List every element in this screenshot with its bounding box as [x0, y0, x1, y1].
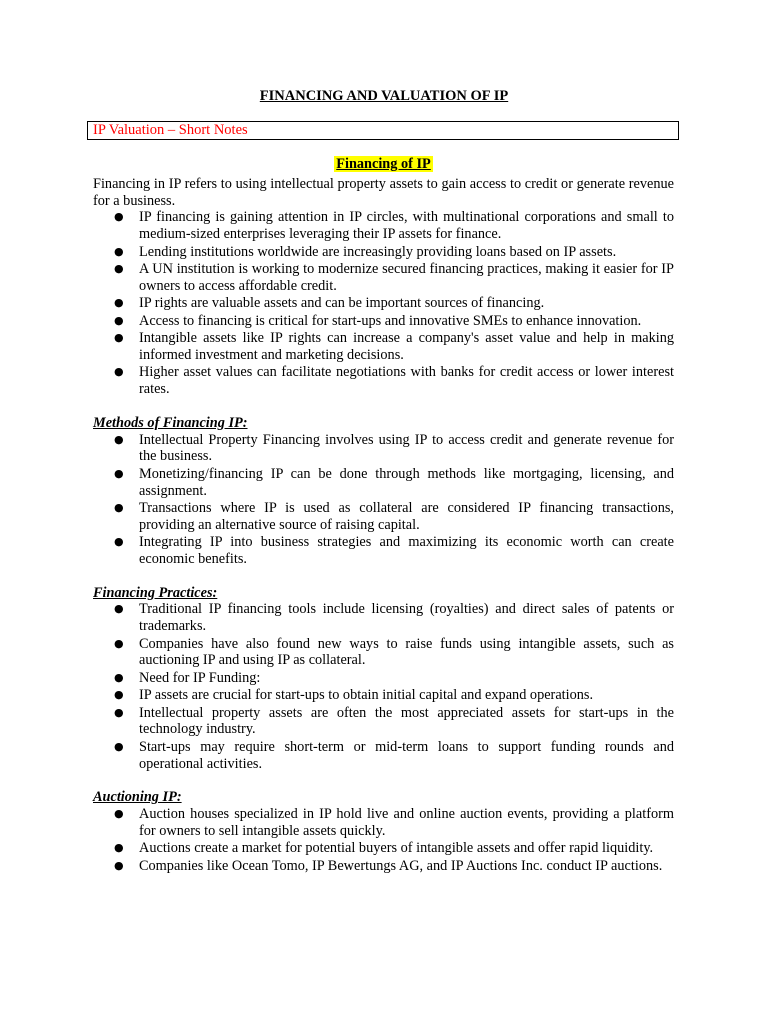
list-item: ● Intellectual Property Financing involves using IP to access credit and generate revenue for the business. [114, 431, 674, 465]
list-item: ● Need for IP Funding: [114, 669, 261, 686]
list-item: ● A UN institution is working to modernize secured financing practices, making it easier for IP owners to access affordable credit. [114, 260, 674, 294]
list-item: ● Integrating IP into business strategies and maximizing its economic worth can create economic benefits. [114, 534, 674, 567]
bullet-icon: ● [114, 602, 124, 616]
list-auctioning [93, 806, 674, 874]
bullet-icon: ● [114, 841, 124, 855]
list-financing-of-ip [93, 209, 674, 397]
bullet-icon: ● [114, 705, 124, 719]
document-title: FINANCING AND VALUATION OF IP [259, 88, 509, 104]
list-item: ● Lending institutions worldwide are increasingly providing loans based on IP assets. [114, 243, 617, 260]
section-heading-auctioning: Auctioning IP: [93, 789, 182, 806]
intro-paragraph: Financing in IP refers to using intellectual property assets to gain access to credit or generate revenue for a business. [93, 175, 674, 209]
document-body [93, 156, 674, 875]
bullet-icon: ● [114, 670, 124, 684]
list-item: ● IP assets are crucial for start-ups to obtain initial capital and expand operations. [114, 687, 594, 704]
list-item: ● Companies have also found new ways to raise funds using intangible assets, such as auctioning IP and using IP as collateral. [114, 635, 674, 669]
bullet-icon: ● [114, 739, 124, 753]
list-item: ● Access to financing is critical for start-ups and innovative SMEs to enhance innovation. [114, 312, 642, 329]
bullet-icon: ● [114, 313, 124, 327]
bullet-icon: ● [114, 807, 124, 821]
section-financing-of-ip [93, 156, 674, 173]
bullet-icon: ● [114, 636, 124, 650]
bullet-icon: ● [114, 688, 124, 702]
list-item: ● Auction houses specialized in IP hold live and online auction events, providing a platform for owners to sell intangible assets quickly. [114, 806, 674, 839]
list-item: ● IP rights are valuable assets and can be important sources of financing. [114, 295, 545, 312]
list-item: ● Monetizing/financing IP can be done through methods like mortgaging, licensing, and assignment. [114, 465, 674, 499]
list-item: ● Higher asset values can facilitate negotiations with banks for credit access or lower interest rates. [114, 364, 674, 397]
list-methods [93, 432, 674, 568]
bullet-icon: ● [114, 466, 124, 480]
section-heading-methods: Methods of Financing IP: [93, 414, 248, 431]
list-item: ● Companies like Ocean Tomo, IP Bewertungs AG, and IP Auctions Inc. conduct IP auctions. [114, 857, 663, 874]
bullet-icon: ● [114, 858, 124, 872]
bullet-icon: ● [114, 244, 124, 258]
bullet-icon: ● [114, 365, 124, 379]
bullet-icon: ● [114, 500, 124, 514]
list-item: ● Intangible assets like IP rights can increase a company's asset value and help in making informed investment and marketing decisions. [114, 329, 674, 363]
notes-link-box[interactable] [87, 121, 679, 140]
notes-link[interactable]: IP Valuation – Short Notes [93, 122, 248, 138]
list-item: ● Start-ups may require short-term or mid-term loans to support funding rounds and operational activities. [114, 738, 674, 772]
list-item: ● Transactions where IP is used as collateral are considered IP financing transactions, providing an alternative source of raising capital. [114, 499, 674, 533]
list-practices [93, 601, 674, 772]
section-heading-financing-of-ip: Financing of IP [336, 156, 431, 172]
list-item: ● IP financing is gaining attention in IP circles, with multinational corporations and small to medium-sized enterprises leveraging their IP assets for finance. [114, 209, 674, 243]
bullet-icon: ● [114, 432, 124, 446]
bullet-icon: ● [114, 210, 124, 224]
list-item: ● Auctions create a market for potential buyers of intangible assets and offer rapid liquidity. [114, 840, 654, 857]
bullet-icon: ● [114, 296, 124, 310]
bullet-icon: ● [114, 330, 124, 344]
list-item: ● Traditional IP financing tools include licensing (royalties) and direct sales of patents or trademarks. [114, 601, 674, 635]
bullet-icon: ● [114, 535, 124, 549]
list-item: ● Intellectual property assets are often the most appreciated assets for start-ups in the technology industry. [114, 704, 674, 738]
bullet-icon: ● [114, 261, 124, 275]
section-heading-practices: Financing Practices: [93, 584, 218, 601]
